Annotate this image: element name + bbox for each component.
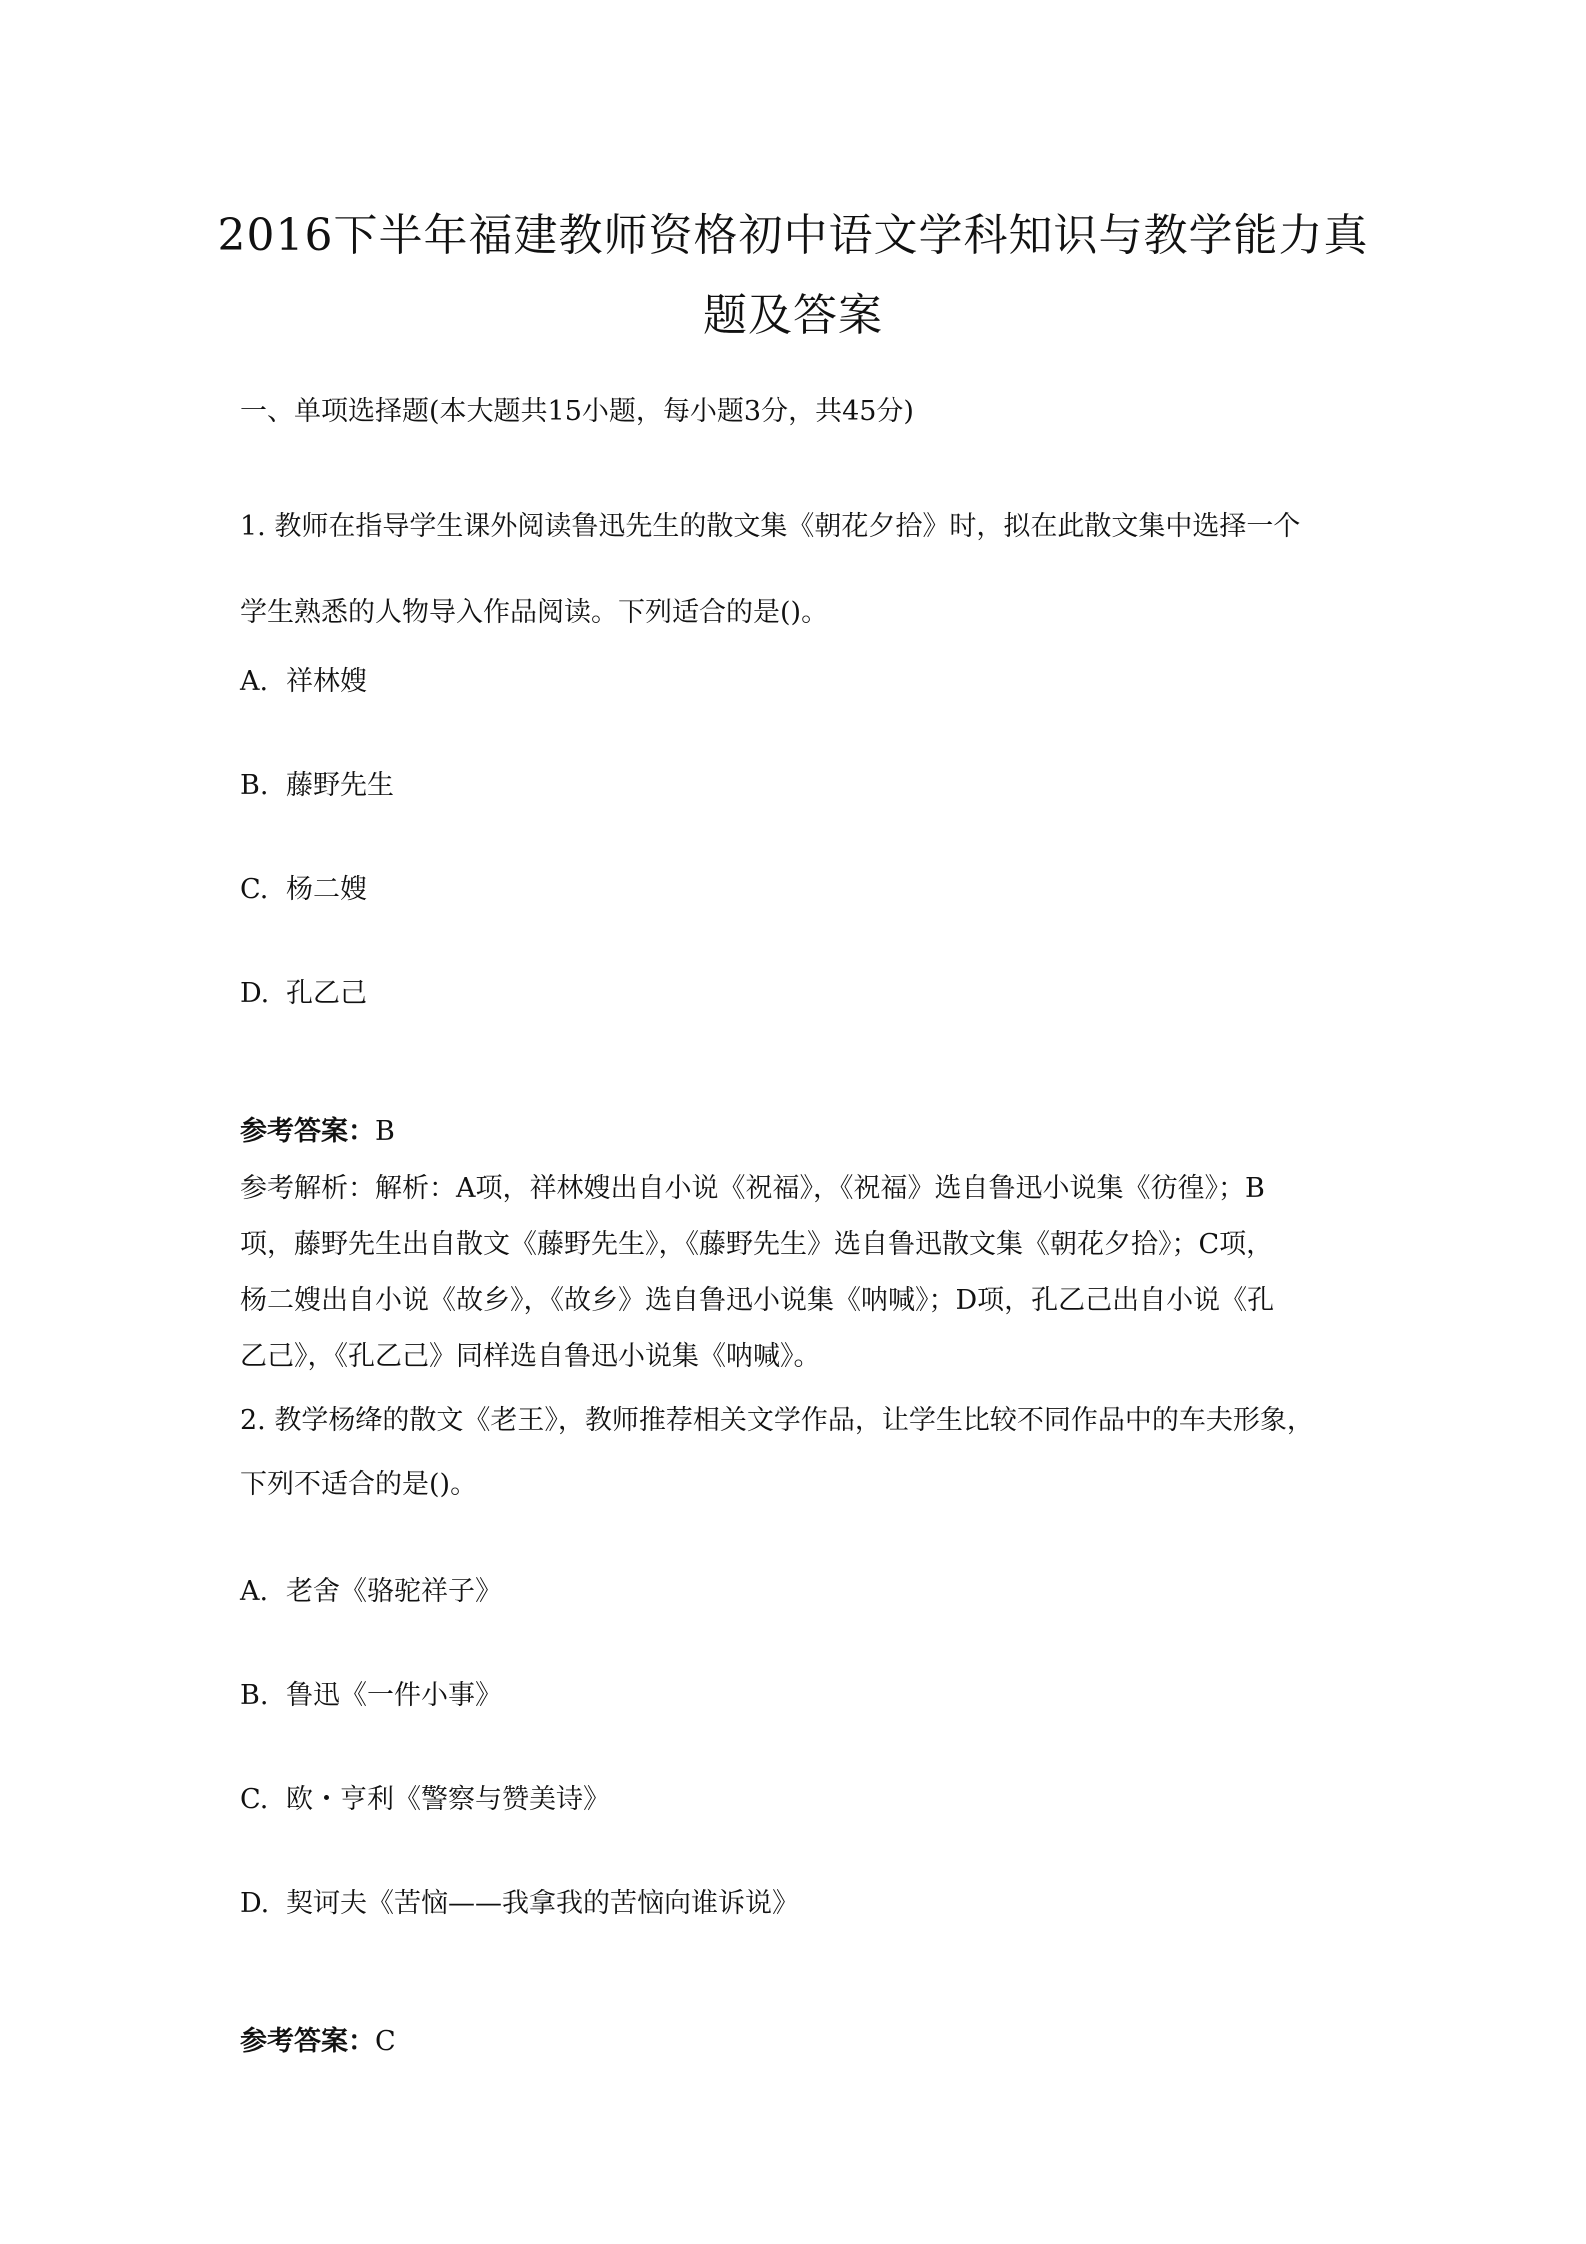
- question-2-answer: [240, 2014, 1360, 2070]
- answer-value: C: [375, 2026, 396, 2057]
- analysis-line-4: 乙己》，《孔乙己》同样选自鲁迅小说集《呐喊》。: [240, 1341, 821, 1372]
- option-text: 鲁迅《一件小事》: [286, 1680, 502, 1711]
- option-letter: C.: [240, 1784, 269, 1815]
- question-1-option-d: [240, 966, 1360, 1022]
- question-2-stem: [240, 1389, 1360, 1517]
- option-text: 孔乙己: [286, 978, 367, 1009]
- answer-label: 参考答案：: [240, 2026, 375, 2057]
- analysis-line-1: 参考解析：解析：A项，祥林嫂出自小说《祝福》，《祝福》选自鲁迅小说集《彷徨》；B: [240, 1173, 1265, 1204]
- question-1-option-c: [240, 862, 1360, 918]
- question-1-analysis: [240, 1161, 1360, 1385]
- option-letter: D.: [240, 978, 270, 1009]
- title-line-2: 题及答案: [703, 290, 883, 341]
- option-text: 老舍《骆驼祥子》: [286, 1576, 502, 1607]
- answer-value: B: [375, 1116, 395, 1147]
- question-2-stem-line-1: 2. 教学杨绛的散文《老王》，教师推荐相关文学作品，让学生比较不同作品中的车夫形象，: [240, 1405, 1314, 1436]
- option-letter: A.: [240, 1576, 269, 1607]
- option-text: 杨二嫂: [286, 874, 367, 905]
- analysis-line-3: 杨二嫂出自小说《故乡》，《故乡》选自鲁迅小说集《呐喊》；D项，孔乙己出自小说《孔: [240, 1285, 1275, 1316]
- answer-label: 参考答案：: [240, 1116, 375, 1147]
- option-text: 藤野先生: [286, 770, 394, 801]
- question-1-answer: [240, 1104, 1360, 1160]
- option-letter: A.: [240, 666, 269, 697]
- option-text: 欧・亨利《警察与赞美诗》: [286, 1784, 610, 1815]
- document-title: [200, 196, 1386, 356]
- question-1-stem: [240, 484, 1360, 656]
- question-2-stem-line-2: 下列不适合的是()。: [240, 1469, 478, 1500]
- question-1-stem-line-2: 学生熟悉的人物导入作品阅读。下列适合的是()。: [240, 597, 829, 628]
- question-1-stem-line-1: 1. 教师在指导学生课外阅读鲁迅先生的散文集《朝花夕拾》时，拟在此散文集中选择一个: [240, 511, 1301, 542]
- question-2-option-b: [240, 1668, 1360, 1724]
- analysis-line-2: 项，藤野先生出自散文《藤野先生》，《藤野先生》选自鲁迅散文集《朝花夕拾》；C项，: [240, 1229, 1274, 1260]
- option-letter: B.: [240, 770, 269, 801]
- option-text: 契诃夫《苦恼——我拿我的苦恼向谁诉说》: [286, 1888, 799, 1919]
- option-text: 祥林嫂: [286, 666, 367, 697]
- question-2-option-a: [240, 1564, 1360, 1620]
- option-letter: B.: [240, 1680, 269, 1711]
- title-line-1: 2016下半年福建教师资格初中语文学科知识与教学能力真: [217, 210, 1369, 261]
- option-letter: C.: [240, 874, 269, 905]
- question-1-option-b: [240, 758, 1360, 814]
- section-heading: 一、单项选择题(本大题共15小题，每小题3分，共45分): [240, 396, 914, 427]
- question-2-option-c: [240, 1772, 1360, 1828]
- option-letter: D.: [240, 1888, 270, 1919]
- question-2-option-d: [240, 1876, 1360, 1932]
- question-1-option-a: [240, 654, 1360, 710]
